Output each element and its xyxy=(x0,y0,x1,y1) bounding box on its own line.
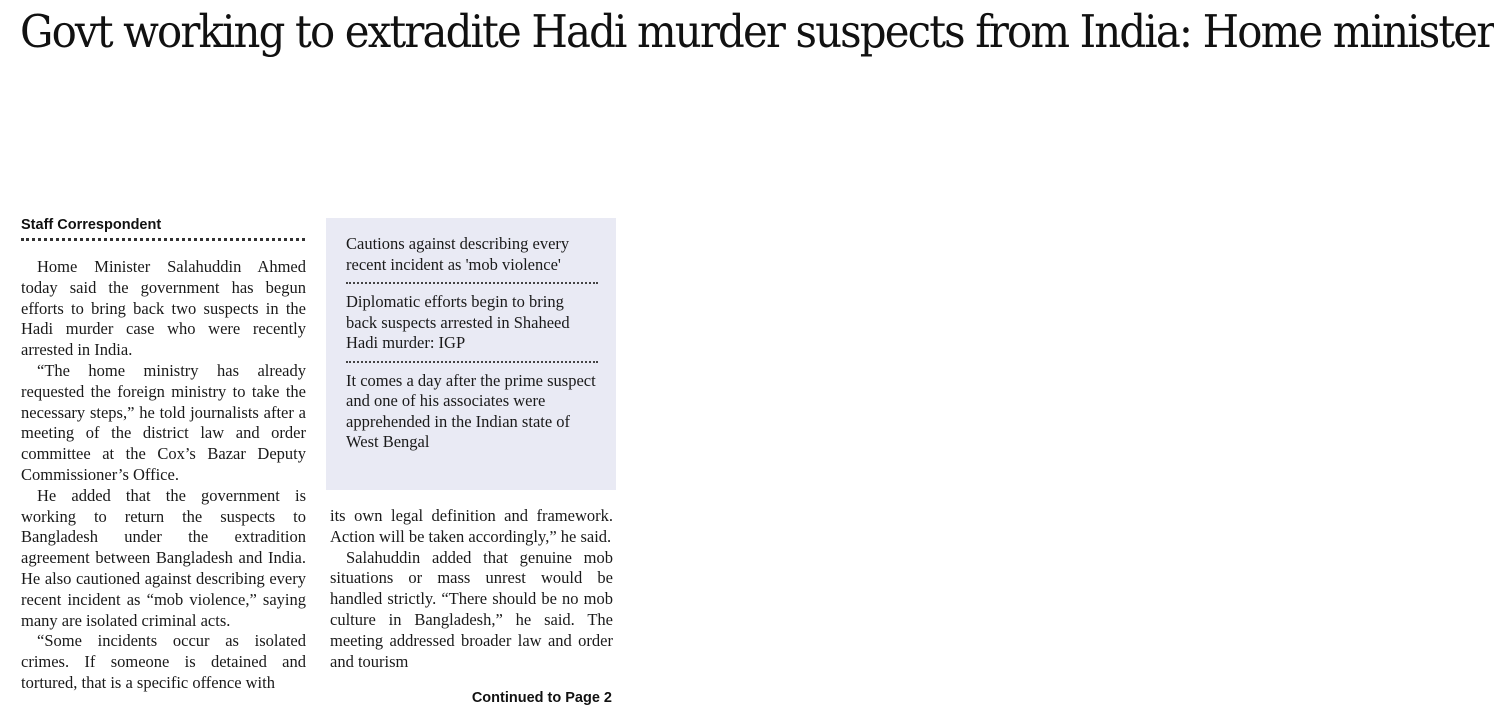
paragraph-4-continued: its own legal definition and framework. Action will be taken accordingly,” he said. xyxy=(330,506,613,546)
highlight-item-3: It comes a day after the prime suspect and one of his associates were apprehended in the Indian state of West Bengal xyxy=(346,370,596,451)
paragraph-4: “Some incidents occur as isolated crimes. If someone is detained and tortured, that is a specific offence with xyxy=(21,631,306,692)
headline: Govt working to extradite Hadi murder suspects from India: Home minister xyxy=(20,5,1494,58)
paragraph-2: “The home ministry has already requested the foreign ministry to take the necessary steps,” he told journalists after a meeting of the district law and order committee at the Cox’s Bazar Deputy Commissioner’s Office. xyxy=(21,360,306,484)
article-column-left xyxy=(21,257,306,694)
continued-link[interactable]: Continued to Page 2 xyxy=(471,690,612,706)
paragraph-3: He added that the government is working to return the suspects to Bangladesh under the extradition agreement between Bangladesh and India. He also cautioned against describing every recent incident as “mob violence,” saying many are isolated criminal acts. xyxy=(21,485,306,630)
highlight-item-1: Cautions against describing every recent incident as 'mob violence' xyxy=(346,234,570,274)
highlight-divider xyxy=(346,361,598,363)
paragraph-1: Home Minister Salahuddin Ahmed today said the government has begun efforts to bring back two suspects in the Hadi murder case who were recently arrested in India. xyxy=(21,257,306,360)
byline-divider xyxy=(21,238,305,241)
highlight-item-2: Diplomatic efforts begin to bring back suspects arrested in Shaheed Hadi murder: IGP xyxy=(346,292,570,352)
byline: Staff Correspondent xyxy=(21,217,162,233)
paragraph-5: Salahuddin added that genuine mob situations or mass unrest would be handled strictly. “There should be no mob culture in Bangladesh,” he said. The meeting addressed broader law and order and tourism xyxy=(330,547,613,671)
highlights-box xyxy=(326,218,616,490)
highlight-divider xyxy=(346,282,598,284)
article-column-right xyxy=(330,506,613,672)
